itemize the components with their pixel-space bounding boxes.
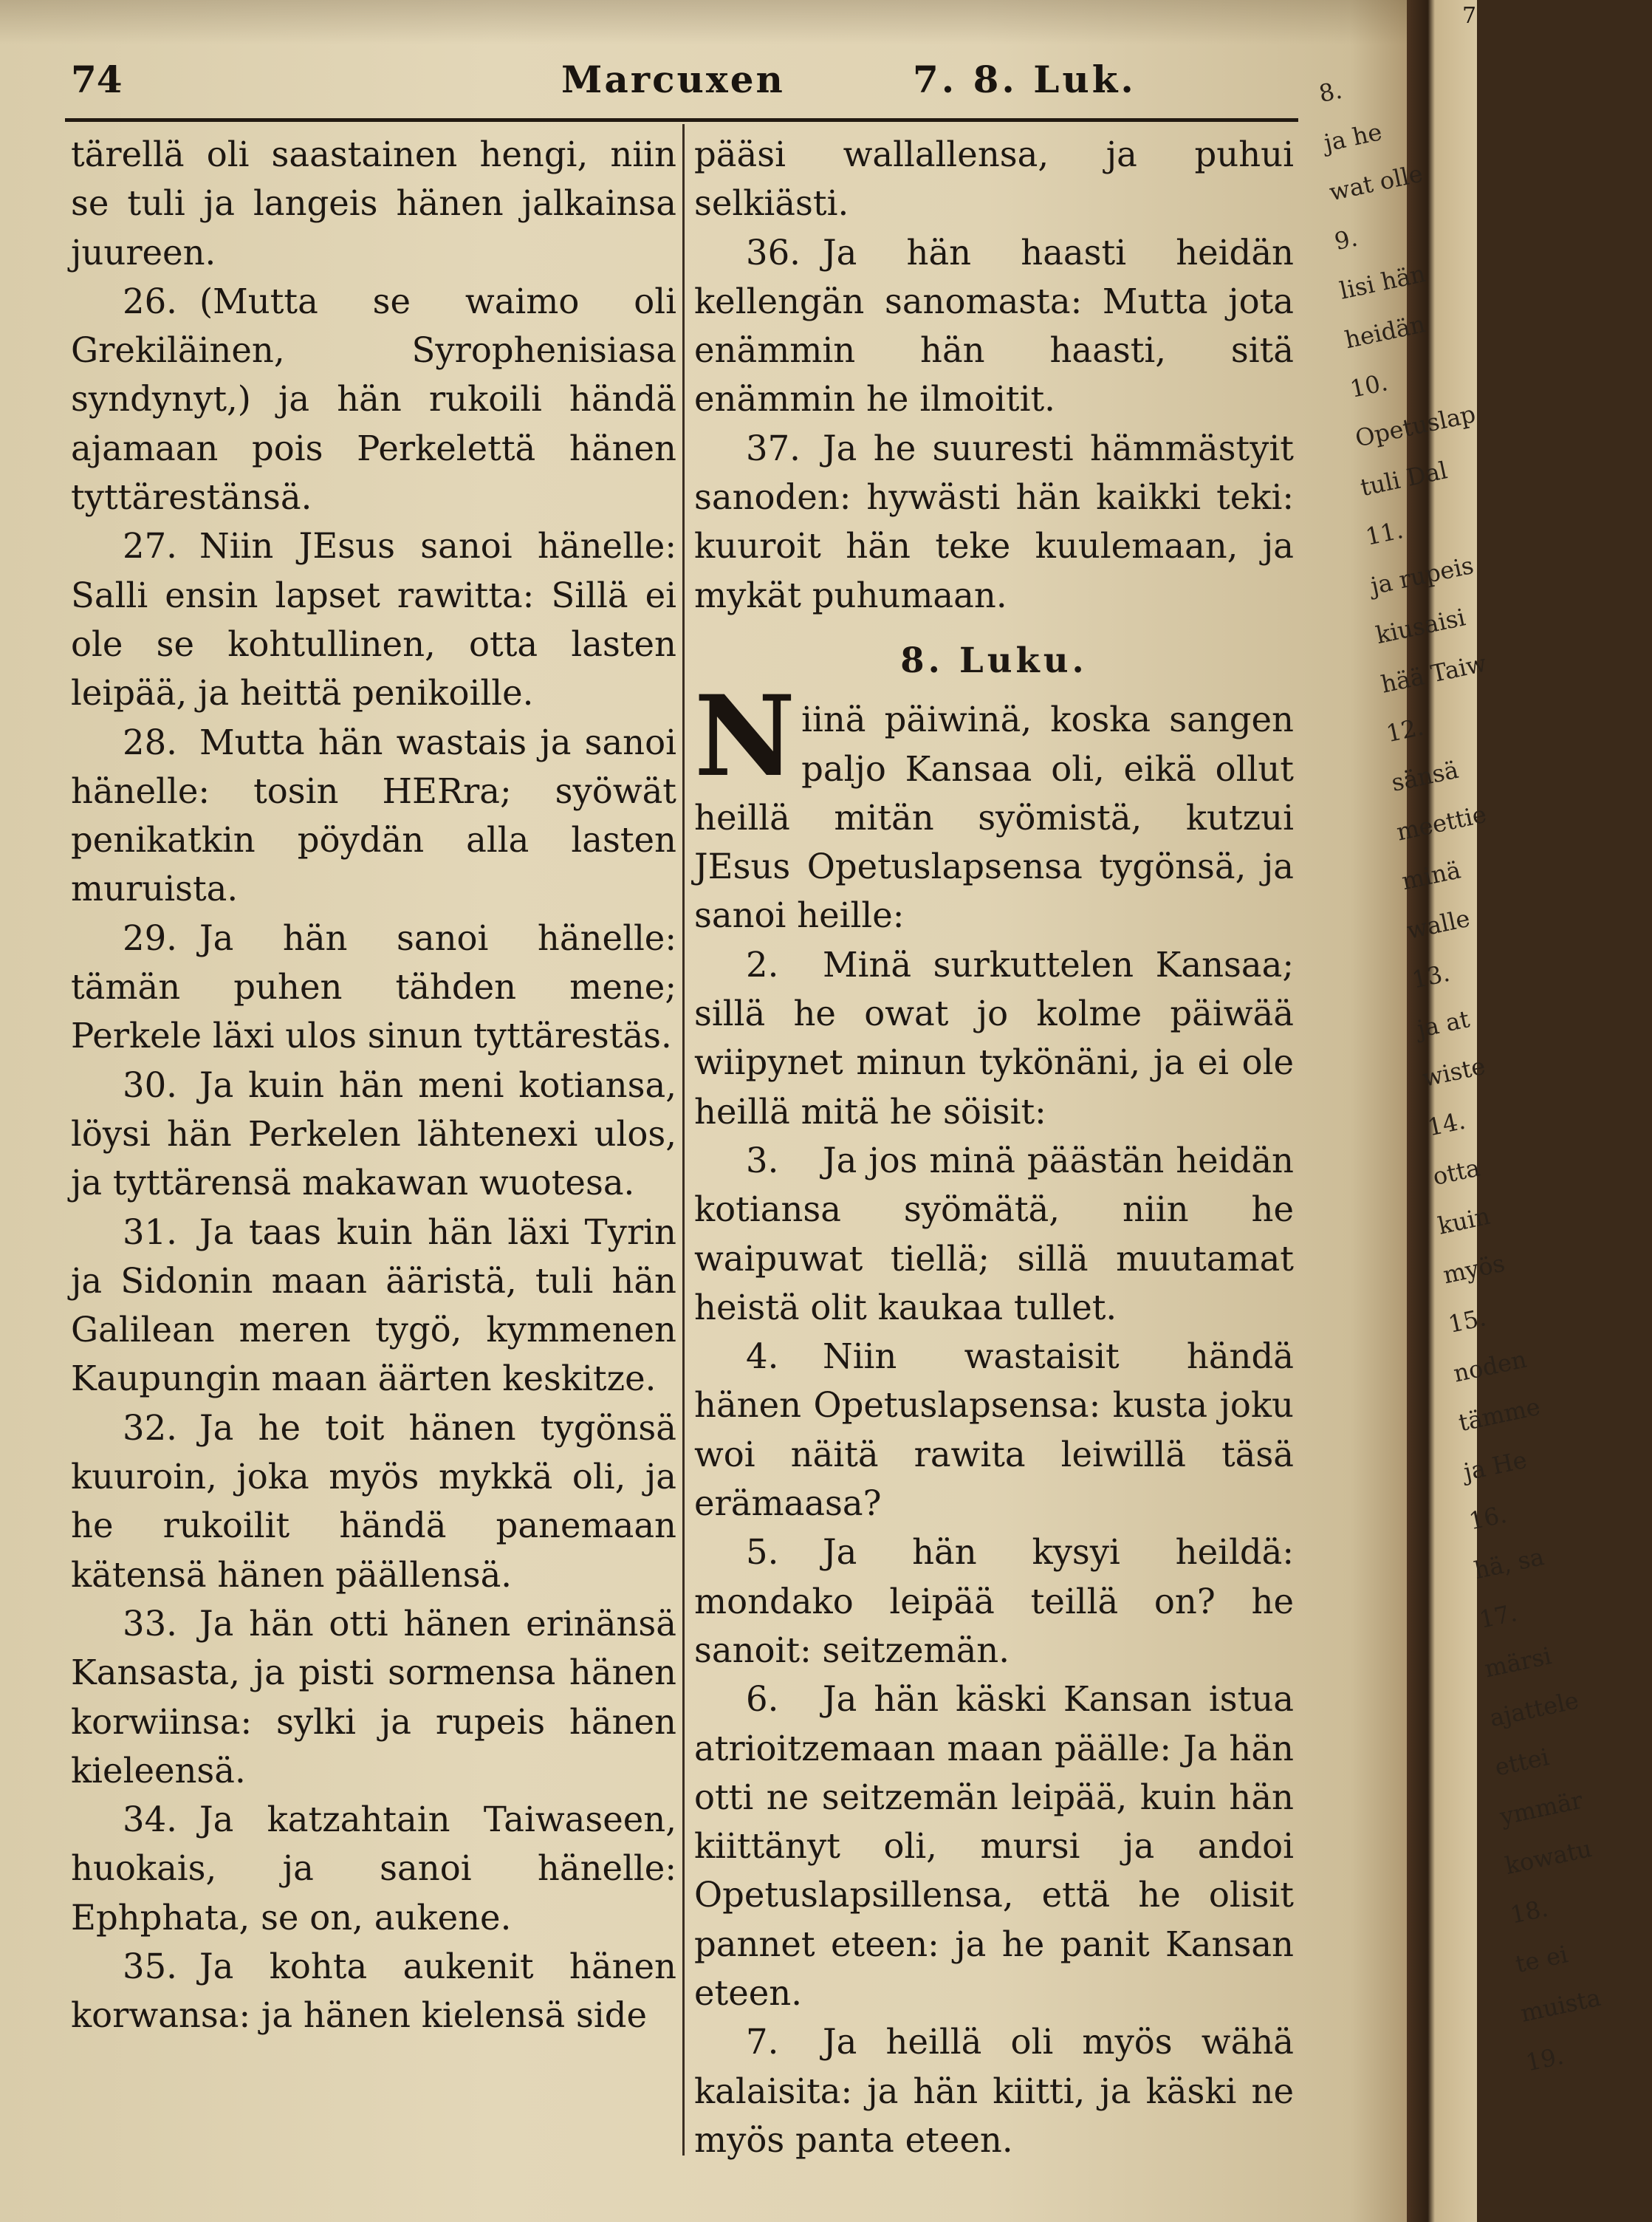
left-column	[71, 130, 676, 2040]
adjacent-page-fragment: kowatu	[1502, 1834, 1594, 1880]
verse	[694, 2017, 1294, 2164]
verse-text: Ja he toit hänen tygönsä kuuroin, joka myös mykkä oli, ja he rukoilit händä panemaan kätensä hänen päällensä.	[71, 1407, 676, 1595]
verse-number: 27.	[123, 526, 177, 567]
page-number: 74	[71, 58, 123, 101]
verse	[71, 1404, 676, 1599]
adjacent-page-fragment: otta	[1430, 1153, 1483, 1192]
adjacent-page-fragment: 8.	[1316, 75, 1345, 109]
verse	[694, 228, 1294, 424]
adjacent-page-fragment: 17.	[1476, 1598, 1520, 1634]
adjacent-page-fragment: tuli Dal	[1357, 456, 1450, 502]
verse-text: Niin wastaisit händä hänen Opetuslapsensa: kusta joku woi näitä rawita leiwillä täsä erämaasa?	[694, 1336, 1294, 1524]
adjacent-page-fragment: 18.	[1507, 1893, 1551, 1929]
page-header	[0, 0, 1407, 133]
verse	[694, 940, 1294, 1136]
verse	[71, 1795, 676, 1942]
chapter-heading: 8. Luku.	[900, 639, 1088, 680]
verse-number: 33.	[123, 1603, 177, 1644]
verse-text: Ja kuin hän meni kotiansa, löysi hän Perkelen lähtenexi ulos, ja tyttärensä makawan wuotesa.	[71, 1064, 676, 1203]
verse-number: 6.	[746, 1679, 779, 1720]
verse-text: Mutta hän wastais ja sanoi hänelle: tosin HERra; syöwät penikatkin pöydän alla lasten muruista.	[71, 722, 676, 909]
verse	[71, 522, 676, 717]
adjacent-page-fragment: 11.	[1363, 516, 1406, 551]
verse	[71, 277, 676, 522]
verse	[71, 130, 676, 277]
verse-number: 26.	[123, 281, 177, 321]
adjacent-page-edge	[1316, 0, 1603, 2222]
verse-number: 30.	[123, 1064, 177, 1105]
adjacent-page-fragment: 9.	[1331, 223, 1360, 256]
adjacent-page-fragment: kiusaisi	[1373, 603, 1468, 650]
verse-number: 5.	[746, 1532, 779, 1573]
adjacent-page-fragment: hää Taiw	[1378, 649, 1489, 699]
drop-cap: N	[694, 671, 796, 802]
adjacent-page-fragment: kuin	[1435, 1201, 1492, 1240]
adjacent-page-fragment: 10.	[1347, 368, 1391, 403]
adjacent-page-fragment: wat olle	[1326, 159, 1425, 207]
adjacent-page-fragment: ja rupeis	[1368, 550, 1476, 601]
verse-text: Ja he suuresti hämmästyit sanoden: hywästi hän kaikki teki: kuuroit hän teke kuulemaan, ja mykät puhumaan.	[694, 428, 1294, 615]
header-rule	[65, 118, 1298, 122]
adjacent-page-fragment: ja he	[1321, 117, 1385, 157]
adjacent-page-fragment: ja at	[1414, 1005, 1473, 1044]
adjacent-page-fragment: meettie	[1394, 799, 1490, 847]
verse-number: 36.	[746, 232, 801, 273]
verse-text: Ja hän otti hänen erinänsä Kansasta, ja pisti sormensa hänen korwiinsa: sylki ja rupeis hänen kieleensä.	[71, 1603, 676, 1791]
verse	[71, 1061, 676, 1208]
verse-text: pääsi wallallensa, ja puhui selkiästi.	[694, 134, 1294, 224]
verse-text: Niin JEsus sanoi hänelle: Salli ensin lapset rawitta: Sillä ei ole se kohtullinen, otta lasten leipää, ja heittä penikoille.	[71, 526, 676, 714]
adjacent-page-fragment: walle	[1404, 903, 1473, 945]
running-title: Marcuxen	[561, 58, 785, 101]
verse-number: 37.	[746, 428, 801, 468]
verse-text: (Mutta se waimo oli Grekiläinen, Syrophenisiasa syndynyt,) ja hän rukoili händä ajamaan pois Perkelettä hänen tyttärestänsä.	[71, 281, 676, 518]
adjacent-page-fragment: märsi	[1481, 1641, 1555, 1683]
adjacent-page-number: 7	[1462, 3, 1477, 29]
adjacent-page-fragment: te ei	[1512, 1940, 1571, 1979]
verse-text: Ja hän kysyi heildä: mondako leipää teillä on? he sanoit: seitzemän.	[694, 1532, 1294, 1670]
adjacent-page-fragment: 16.	[1466, 1500, 1509, 1536]
adjacent-page-fragment: Opetuslap	[1352, 400, 1478, 453]
adjacent-page-fragment: tämme	[1456, 1392, 1543, 1438]
verse	[694, 424, 1294, 620]
verse-number: 4.	[746, 1336, 779, 1377]
adjacent-page-fragment: myös	[1440, 1248, 1507, 1290]
adjacent-page-fragment: 13.	[1409, 958, 1453, 994]
verse	[71, 914, 676, 1061]
chapter-reference: 7. 8. Luk.	[913, 58, 1137, 101]
adjacent-page-fragment: heidän	[1342, 310, 1428, 355]
verse-number: 3.	[746, 1140, 779, 1180]
adjacent-page-fragment: muista	[1518, 1983, 1603, 2028]
verse-text: Ja katzahtain Taiwaseen, huokais, ja sanoi hänelle: Ephphata, se on, aukene.	[71, 1799, 676, 1938]
verse	[694, 1675, 1294, 2017]
verse-number: 29.	[123, 917, 177, 958]
adjacent-page-fragment: ja He	[1461, 1445, 1529, 1486]
adjacent-page-fragment: lisi hän	[1337, 259, 1428, 305]
adjacent-page-fragment: 12.	[1383, 712, 1427, 748]
right-column-verses-top	[694, 130, 1294, 620]
adjacent-page-fragment: 19.	[1523, 2041, 1566, 2077]
verse	[71, 718, 676, 914]
adjacent-page-fragment: 15.	[1445, 1303, 1489, 1339]
adjacent-page-fragment: ettei	[1492, 1743, 1552, 1782]
chapter-intro-text: iinä päiwinä, koska sangen paljo Kansaa oli, eikä ollut heillä mitän syömistä, kutzui JEsus Opetuslapsensa tygönsä, ja sanoi heille:	[694, 700, 1294, 936]
verse-number: 31.	[123, 1211, 177, 1252]
verse-text: Ja jos minä päästän heidän kotiansa syömätä, niin he waipuwat tiellä; sillä muutamat heistä olit kaukaa tullet.	[694, 1140, 1294, 1327]
verse-number: 7.	[746, 2022, 779, 2062]
verse	[71, 1599, 676, 1795]
verse	[694, 130, 1294, 228]
adjacent-page-fragment: minä	[1399, 855, 1464, 896]
adjacent-page-fragment: hä, sa	[1471, 1542, 1547, 1585]
verse	[694, 1528, 1294, 1675]
verse-text: Ja hän käski Kansan istua atrioitzemaan maan päälle: Ja hän otti ne seitzemän leipää, kuin hän kiittänyt oli, mursi ja andoi Opetuslapsillensa, että he olisit pannet eteen: ja he panit Kansan eteen.	[694, 1679, 1294, 2013]
verse-text: tärellä oli saastainen hengi, niin se tuli ja langeis hänen jalkainsa juureen.	[71, 134, 676, 273]
verse-text: Ja hän sanoi hänelle: tämän puhen tähden mene; Perkele läxi ulos sinun tyttärestäs.	[71, 917, 676, 1056]
chapter-intro	[694, 671, 1294, 940]
verse-text: Ja hän haasti heidän kellengän sanomasta: Mutta jota enämmin hän haasti, sitä enämmin he ilmoitit.	[694, 232, 1294, 420]
verse-number: 28.	[123, 722, 177, 762]
adjacent-page-fragment: 14.	[1425, 1106, 1468, 1142]
verse-text: Ja kohta aukenit hänen korwansa: ja hänen kielensä side	[71, 1946, 676, 2036]
adjacent-page-fragment: ymmär	[1497, 1785, 1586, 1831]
right-column	[694, 130, 1294, 2164]
verse-text: Minä surkuttelen Kansaa; sillä he owat jo kolme päiwää wiipynet minun tykönäni, ja ei ole heillä mitä he söisit:	[694, 944, 1294, 1132]
verse	[71, 1942, 676, 2040]
verse-text: Ja heillä oli myös wähä kalaisita: ja hän kiitti, ja käski ne myös panta eteen.	[694, 2022, 1294, 2160]
column-divider	[682, 124, 685, 2156]
adjacent-page-fragment: ajattele	[1487, 1686, 1581, 1733]
verse	[71, 1208, 676, 1404]
verse-number: 34.	[123, 1799, 177, 1840]
verse-number: 35.	[123, 1946, 177, 1986]
verse-text: Ja taas kuin hän läxi Tyrin ja Sidonin maan ääristä, tuli hän Galilean meren tygö, kymmenen Kaupungin maan äärten keskitze.	[71, 1211, 676, 1399]
adjacent-page-fragment: noden	[1450, 1344, 1529, 1388]
verse	[694, 1332, 1294, 1528]
verse-number: 2.	[746, 944, 779, 985]
verse	[694, 1136, 1294, 1332]
verse-number: 32.	[123, 1407, 177, 1448]
right-column-verses-bottom	[694, 940, 1294, 2164]
adjacent-page-fragment: wiste	[1419, 1051, 1488, 1093]
adjacent-page-fragment: sänsä	[1388, 755, 1461, 797]
